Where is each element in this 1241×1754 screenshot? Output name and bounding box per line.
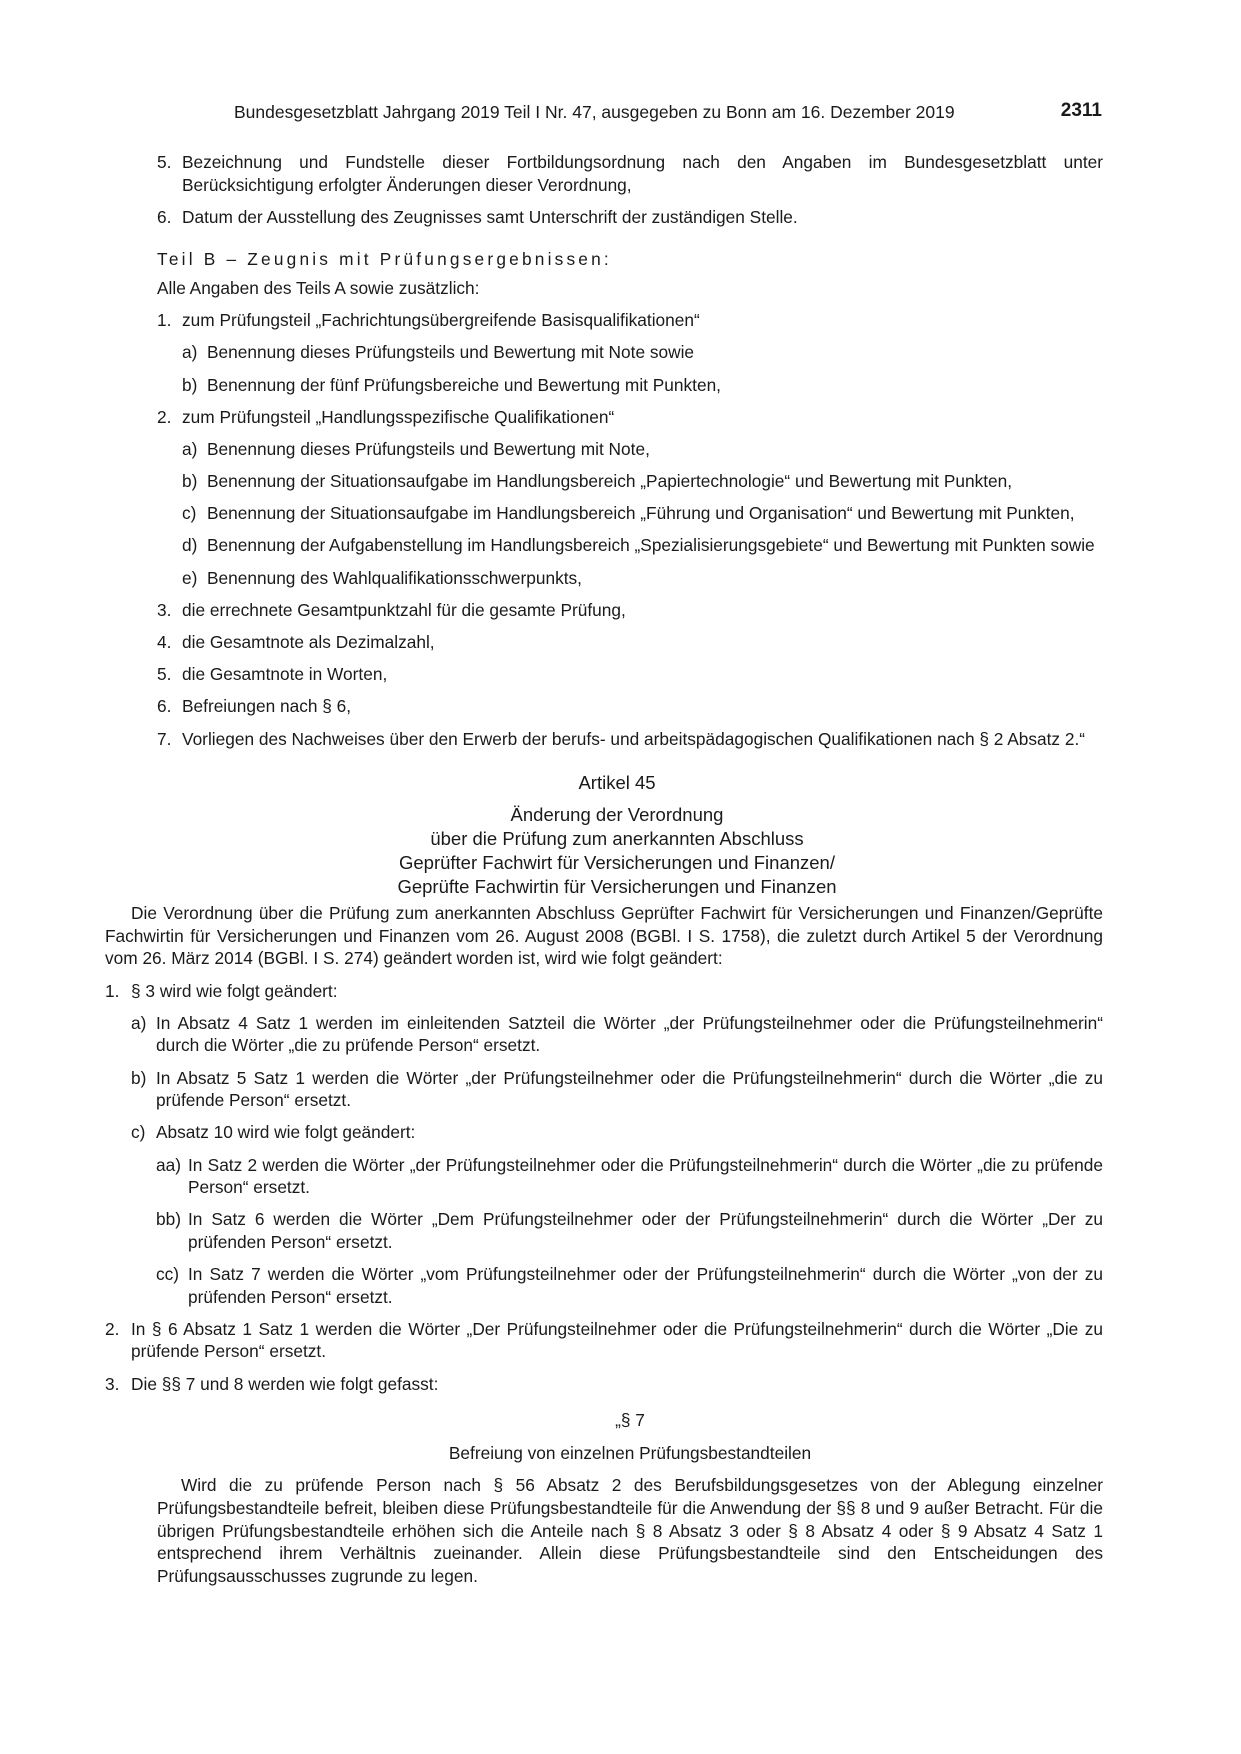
list-item: [131, 567, 1103, 590]
item-text: § 3 wird wie folgt geändert:: [131, 980, 338, 1001]
list-item: [131, 470, 1103, 493]
item-number: b): [182, 374, 198, 395]
list-item: [131, 309, 1103, 332]
document-body: [105, 151, 1103, 1587]
item-number: 1.: [157, 310, 172, 331]
list-item: [131, 502, 1103, 525]
list-item: [105, 980, 1103, 1003]
page-header: [234, 101, 1102, 125]
item-text: zum Prüfungsteil „Handlungsspezifische Qualifikationen“: [182, 406, 615, 427]
list-item: [105, 1154, 1103, 1199]
section-number: „§ 7: [615, 1410, 645, 1431]
item-text: Bezeichnung und Fundstelle dieser Fortbildungsordnung nach den Angaben im Bundesgesetzblatt unter Berücksichtigung erfolgter Änderungen dieser Verordnung,: [182, 152, 1103, 195]
item-text: Die §§ 7 und 8 werden wie folgt gefasst:: [131, 1373, 439, 1394]
item-number: 2.: [157, 406, 172, 427]
item-text: Benennung der Situationsaufgabe im Handlungsbereich „Führung und Organisation“ und Bewertung mit Punkten,: [207, 503, 1075, 524]
item-number: a): [182, 342, 198, 363]
list-item: [105, 1012, 1103, 1057]
list-item: [131, 438, 1103, 461]
item-text: In Satz 6 werden die Wörter „Dem Prüfungsteilnehmer oder der Prüfungsteilnehmerin“ durch die Wörter „Der zu prüfenden Person“ ersetzt.: [188, 1209, 1103, 1252]
artikel-title-line: Änderung der Verordnung: [510, 804, 724, 826]
item-text: Befreiungen nach § 6,: [182, 696, 352, 717]
item-number: d): [182, 535, 198, 556]
list-item: [131, 695, 1103, 718]
artikel-intro: Die Verordnung über die Prüfung zum anerkannten Abschluss Geprüfter Fachwirt für Versicherungen und Finanzen/Geprüfte Fachwirtin für Versicherungen und Finanzen vom 26. August 2008 (BGBl. I S. 1758), die zuletzt durch Artikel 5 der Verordnung vom 26. März 2014 (BGBl. I S. 274) geändert worden ist, wird wie folgt geändert:: [105, 903, 1103, 969]
list-item: [131, 206, 1103, 229]
item-number: b): [182, 471, 198, 492]
item-number: 1.: [105, 980, 120, 1001]
item-text: Benennung der Aufgabenstellung im Handlungsbereich „Spezialisierungsgebiete“ und Bewertung mit Punkten sowie: [207, 535, 1095, 556]
item-number: cc): [156, 1264, 180, 1285]
list-item: [131, 374, 1103, 397]
artikel-title-line: Geprüfter Fachwirt für Versicherungen und Finanzen/: [398, 852, 835, 874]
item-text: In Satz 2 werden die Wörter „der Prüfungsteilnehmer oder die Prüfungsteilnehmerin“ durch die Wörter „die zu prüfende Person“ ersetzt.: [188, 1154, 1103, 1198]
list-item: [131, 341, 1103, 364]
list-item: [131, 406, 1103, 429]
item-number: b): [131, 1067, 147, 1088]
item-text: In Absatz 5 Satz 1 werden die Wörter „der Prüfungsteilnehmer oder die Prüfungsteilnehmerin“ durch die Wörter „die zu prüfende Person“ ersetzt.: [156, 1067, 1103, 1111]
header-text: Bundesgesetzblatt Jahrgang 2019 Teil I Nr. 47, ausgegeben zu Bonn am 16. Dezember 2019: [234, 102, 955, 122]
item-number: 7.: [157, 728, 172, 749]
item-number: aa): [156, 1154, 181, 1175]
item-text: Datum der Ausstellung des Zeugnisses samt Unterschrift der zuständigen Stelle.: [182, 206, 798, 227]
item-number: 5.: [157, 664, 172, 685]
item-number: a): [182, 438, 198, 459]
item-number: 6.: [157, 206, 172, 227]
list-item: [131, 728, 1103, 751]
list-item: [105, 1373, 1103, 1396]
item-number: a): [131, 1012, 147, 1033]
list-item: [105, 1263, 1103, 1308]
list-item: [131, 534, 1103, 557]
item-number: bb): [156, 1209, 181, 1230]
item-text: In Satz 7 werden die Wörter „vom Prüfungsteilnehmer oder der Prüfungsteilnehmerin“ durch die Wörter „von der zu prüfenden Person“ ersetzt.: [188, 1264, 1103, 1307]
item-number: 5.: [157, 152, 172, 172]
teil-b-intro: Alle Angaben des Teils A sowie zusätzlich:: [157, 277, 480, 298]
list-item: [105, 1067, 1103, 1112]
list-item: [131, 663, 1103, 686]
item-text: Absatz 10 wird wie folgt geändert:: [156, 1122, 416, 1143]
item-text: Vorliegen des Nachweises über den Erwerb der berufs- und arbeitspädagogischen Qualifikationen nach § 2 Absatz 2.“: [182, 728, 1086, 749]
item-text: Benennung der fünf Prüfungsbereiche und Bewertung mit Punkten,: [207, 374, 721, 395]
section-heading-teil-b: Teil B – Zeugnis mit Prüfungsergebnissen:: [157, 249, 612, 270]
artikel-number: Artikel 45: [578, 772, 656, 794]
list-item: [131, 599, 1103, 622]
section-title: Befreiung von einzelnen Prüfungsbestandteilen: [448, 1442, 812, 1463]
item-text: die errechnete Gesamtpunktzahl für die gesamte Prüfung,: [182, 599, 626, 620]
item-text: die Gesamtnote als Dezimalzahl,: [182, 632, 435, 653]
item-number: 6.: [157, 696, 172, 717]
list-item: [105, 1208, 1103, 1253]
item-text: Benennung des Wahlqualifikationsschwerpunkts,: [207, 567, 582, 588]
item-text: Benennung dieses Prüfungsteils und Bewertung mit Note,: [207, 438, 650, 459]
item-number: c): [131, 1122, 146, 1143]
item-number: 2.: [105, 1318, 120, 1339]
list-item: [131, 631, 1103, 654]
section-text: Wird die zu prüfende Person nach § 56 Absatz 2 des Berufsbildungsgesetzes von der Ablegung einzelner Prüfungsbestandteile befreit, bleiben diese Prüfungsbestandteile für die Anwendung der §§ 8 und 9 außer Betracht. Für die übrigen Prüfungsbestandteile erhöhen sich die Anteile nach § 8 Absatz 3 oder § 8 Absatz 4 oder § 9 Absatz 4 Satz 1 entsprechend ihrem Verhältnis zueinander. Allein diese Prüfungsbestandteile sind den Entscheidungen des Prüfungsausschusses zugrunde zu legen.: [157, 1475, 1103, 1586]
page-number: 2311: [1060, 100, 1102, 121]
item-number: c): [182, 503, 197, 524]
item-text: Benennung dieses Prüfungsteils und Bewertung mit Note sowie: [207, 342, 695, 363]
artikel-title-line: über die Prüfung zum anerkannten Abschluss: [430, 828, 804, 850]
item-text: Benennung der Situationsaufgabe im Handlungsbereich „Papiertechnologie“ und Bewertung mit Punkten,: [207, 471, 1013, 492]
list-item: [105, 1318, 1103, 1363]
item-text: In § 6 Absatz 1 Satz 1 werden die Wörter „Der Prüfungsteilnehmer oder die Prüfungsteilnehmerin“ durch die Wörter „Die zu prüfende Person“ ersetzt.: [131, 1318, 1103, 1362]
item-number: 3.: [105, 1373, 120, 1394]
artikel-title-line: Geprüfte Fachwirtin für Versicherungen und Finanzen: [397, 876, 837, 898]
artikel-title: [131, 803, 1103, 899]
item-text: die Gesamtnote in Worten,: [182, 664, 388, 685]
list-item: [105, 1121, 1103, 1144]
list-item: [131, 151, 1103, 196]
item-number: 3.: [157, 599, 172, 620]
item-number: 4.: [157, 632, 172, 653]
item-text: zum Prüfungsteil „Fachrichtungsübergreifende Basisqualifikationen“: [182, 310, 700, 331]
item-number: e): [182, 567, 198, 588]
item-text: In Absatz 4 Satz 1 werden im einleitenden Satzteil die Wörter „der Prüfungsteilnehmer oder die Prüfungsteilnehmerin“ durch die Wörter „die zu prüfende Person“ ersetzt.: [156, 1012, 1103, 1056]
